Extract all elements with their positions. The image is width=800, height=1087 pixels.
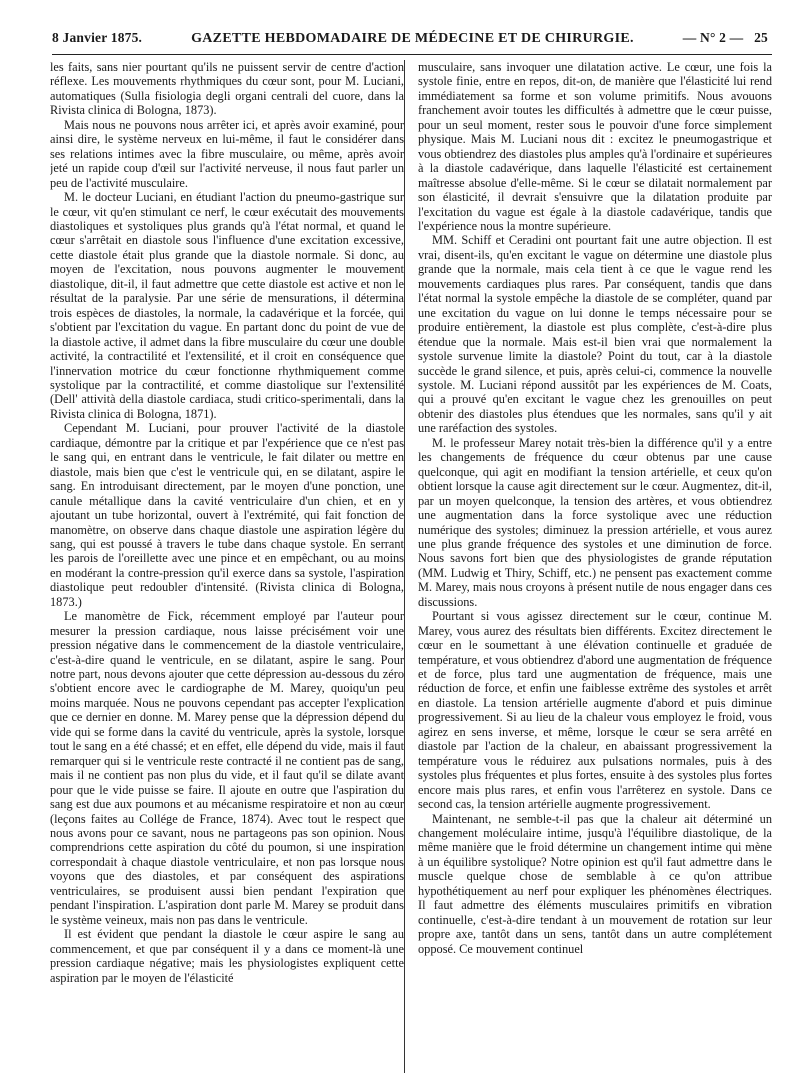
paragraph: Le manomètre de Fick, récemment employé par l'auteur pour mesurer la pression cardiaque, nous laisse précisément voir une pression négative dans le commencement de la diastole ventriculaire, c'est-à-dire quand le ventricule, en se dilatant, aspire le sang. Pour notre part, nous devons ajouter que cette dépression au-dessous du zéro s'obtient encore avec le cardiographe de M. Marey, quoiqu'un peu moins marquée. Nous ne pouvons cependant pas accepter l'explication que ce dernier en donne. M. Marey pense que la dépression dépend du vide qui se forme dans la cavité du ventricule, après la systole, lorsque tout le sang en a été chassé; et en effet, elle dépend du vide, mais il faut remarquer qui si le ventricule reste contracté il ne contient pas de sang, mais il ne contient pas non plus du vide, et il faut qu'il se dilate avant pour que le vide puisse se faire. Il ajoute en outre que l'aspiration du sang est due aux poumons et au mécanisme respiratoire et non au cœur (leçons faites au Collége de France, 1874). Avec tout le respect que nous avons pour ce savant, nous ne partageons pas son opinion. Nous comprendrions cette aspiration du côté du poumon, si une inspiration correspondait à chaque diastole ventriculaire, et non pas lorsque nous voyons que des diastoles, et par conséquent des aspirations ventriculaires, se produisent aussi bien pendant l'expiration que pendant l'inspiration. L'aspiration dont parle M. Marey se produit dans le système veineux, mais non pas dans le ventricule.	[50, 609, 404, 927]
page-number: 25	[754, 30, 768, 45]
paragraph: musculaire, sans invoquer une dilatation active. Le cœur, une fois la systole finie, entre en repos, dit-on, de manière que l'élasticité lui rend immédiatement sa forme et son volume primitifs. Nous avouons franchement avoir toutes les difficultés à admettre que le cœur puisse, pour un seul moment, rester sous le pouvoir d'une force simplement physique. Mais M. Luciani nous dit : excitez le pneumogastrique et vous obtiendrez des diastoles plus amples qu'à l'ordinaire et supérieures à la diastole cadavérique, dans laquelle l'élasticité est certainement maîtresse absolue d'elle-même. Si le cœur se dilatait normalement par son élasticité, il devrait s'ensuivre que la dilatation produite par l'excitation du vague est égale à la diastole cadavérique, tandis que l'expérience nous la montre supérieure.	[418, 60, 772, 233]
paragraph: Il est évident que pendant la diastole le cœur aspire le sang au commencement, et que par conséquent il y a dans ce moment-là une pression cardiaque négative; mais les physiologistes expliquent cette aspiration par le moyen de l'élasticité	[50, 927, 404, 985]
paragraph: M. le professeur Marey notait très-bien la différence qu'il y a entre les changements de fréquence du cœur obtenus par une cause quelconque, qui agit en modifiant la tension artérielle, et ceux qu'on obtient lorsque la cause agit directement sur le cœur. Augmentez, dit-il, par un moyen quelconque, la tension des artères, et vous obtiendrez une augmentation dans la force systolique avec une réduction numérique des systoles; diminuez la pression artérielle, et vous aurez une plus grande fréquence des systoles et une diminution de force. Nous savons fort bien que des physiologistes de grande réputation (MM. Ludwig et Thiry, Schiff, etc.) ne pensent pas exactement comme M. Marey, mais nous croyons à présent nutile de nous engager dans ces discussions.	[418, 435, 772, 609]
article-body	[50, 60, 772, 1079]
paragraph: MM. Schiff et Ceradini ont pourtant fait une autre objection. Il est vrai, disent-ils, qu'en excitant le vague on détermine une diastole plus grande que la normale, mais cela tient à ce que le vague rend les mouvements cardiaques plus rares. Par conséquent, tandis que dans l'état normal la systole empêche la diastole de se compléter, quand par une excitation du vague on lui donne le temps nécessaire pour se produire entièrement, la diastole est plus complète, c'est-à-dire plus étendue que la normale. Mais est-il bien vrai que normalement la systole survenue limite la diastole? Point du tout, car à la diastole succède le grand silence, et puis, après celui-ci, commence la nouvelle systole. M. Luciani répond aussitôt par les expériences de M. Coats, qui a prouvé qu'en excitant le vague chez les grenouilles on peut obtenir des diastoles plus étendues que les normales, sans qu'il y ait une raréfaction des systoles.	[418, 233, 772, 436]
running-header	[52, 30, 768, 52]
paragraph: Mais nous ne pouvons nous arrêter ici, et après avoir examiné, pour ainsi dire, le système nerveux en lui-même, il faut le considérer dans ses relations intimes avec la fibre musculaire, ou même, après avoir jeté un rapide coup d'œil sur l'activité nerveuse, il nous faut parler un peu de l'activité musculaire.	[50, 117, 404, 190]
issue-number: — N° 2 —	[682, 30, 744, 45]
paragraph: Pourtant si vous agissez directement sur le cœur, continue M. Marey, vous aurez des résultats bien différents. Excitez directement le cœur en le soumettant à une élévation continuelle et graduée de température, et vous obtiendrez d'abord une augmentation de fréquence et de force, plus tard une augmentation de fréquence, mais une réduction de force, et enfin une faiblesse extrême des systoles et arrêt en diastole. La tension artérielle augmente d'abord et puis diminue progressivement. Si au lieu de la chaleur vous employez le froid, vous agirez en sens inverse, et même, lorsque le cœur se sera arrêté en diastole par l'action de la chaleur, en abaissant progressivement la température vous le réduirez aux pulsations normales, puis à des systoles plus fréquentes et plus fortes, ensuite à des systoles plus fortes encore mais plus rares, et enfin vous l'arrêterez en systole. Dans ce second cas, la tension artérielle augmente progressivement.	[418, 609, 772, 812]
issue-date: 8 Janvier 1875.	[52, 30, 143, 45]
header-rule	[52, 54, 772, 55]
journal-title: GAZETTE HEBDOMADAIRE DE MÉDECINE ET DE CHIRURGIE.	[191, 31, 634, 46]
issue-and-page	[683, 30, 768, 46]
paragraph: Cependant M. Luciani, pour prouver l'activité de la diastole cardiaque, démontre par la critique et par l'expérience que ce n'est pas le sang qui, en entrant dans le ventricule, le fait dilater ou mettre en diastole, mais bien que c'est le ventricule qui, en se dilatant, aspire le sang. En introduisant directement, par le moyen d'une ponction, une canule métallique dans la cavité ventriculaire d'un chien, et en y ajoutant un tube horizontal, ouvert à l'extrémité, qui fait fonction de manomètre, on observe dans chaque diastole une aspiration légère du sang, qui est poussé à travers le tube dans chaque systole. En serrant les parois de l'oreillette avec une pince et en empêchant, ou au moins en modérant la contre-pression qu'il exerce dans sa systole, l'aspiration diastolique peut redoubler d'intensité. (Rivista clinica di Bologna, 1873.)	[50, 421, 404, 609]
paragraph: les faits, sans nier pourtant qu'ils ne puissent servir de centre d'action réflexe. Les mouvements rhythmiques du cœur sont, pour M. Luciani, automatiques (Sulla fisiologia degli organi centrali del cuore, dans la Rivista clinica di Bologna, 1873).	[50, 60, 404, 118]
paragraph: Maintenant, ne semble-t-il pas que la chaleur ait déterminé un changement moléculaire intime, jusqu'à l'équilibre diastolique, de la même manière que le froid détermine un changement intime qui mène à un équilibre systolique? Notre opinion est qu'il faut admettre dans le muscle quelque chose de semblable à ce qu'on attribue hypothétiquement au nerf pour expliquer les phénomènes électriques. Il faut admettre des éléments musculaires primitifs en vibration continuelle, c'est-à-dire tendant à un mouvement de rotation sur leur propre axe, tantôt dans un sens, tantôt dans un autre complétement opposé. Ce mouvement continuel	[418, 811, 772, 956]
paragraph: M. le docteur Luciani, en étudiant l'action du pneumo-gastrique sur le cœur, vit qu'en stimulant ce nerf, le cœur exécutait des mouvements diastoliques et systoliques plus grands qu'à l'état normal, et quand le cœur s'arrêtait en diastole sous l'influence d'une excitation excessive, cette diastole était plus grande que la diastole normale. Si donc, au moyen de l'excitation, nous pouvons augmenter le mouvement diastolique, dit-il, il faut admettre que cette diastole est active et non le résultat de la paralysie. Par une série de mensurations, il détermina trois espèces de diastoles, la normale, la cadavérique et la forcée, qui s'obtient par l'excitation du vague. En partant donc du point de vue de la diastole active, il admet dans la fibre musculaire du cœur une double activité, la contractilité et l'extensilité, et il croit en conséquence que l'innervation motrice du cœur fonctionne rhythmiquement comme systolique par la contractilité, et comme diastolique sur l'extensilité (Dell' attività della diastole cardiaca, studi critico-sperimentali, dans la Rivista clinica di Bologna, 1871).	[50, 190, 404, 421]
right-column	[418, 60, 772, 1079]
left-column	[50, 60, 404, 1079]
